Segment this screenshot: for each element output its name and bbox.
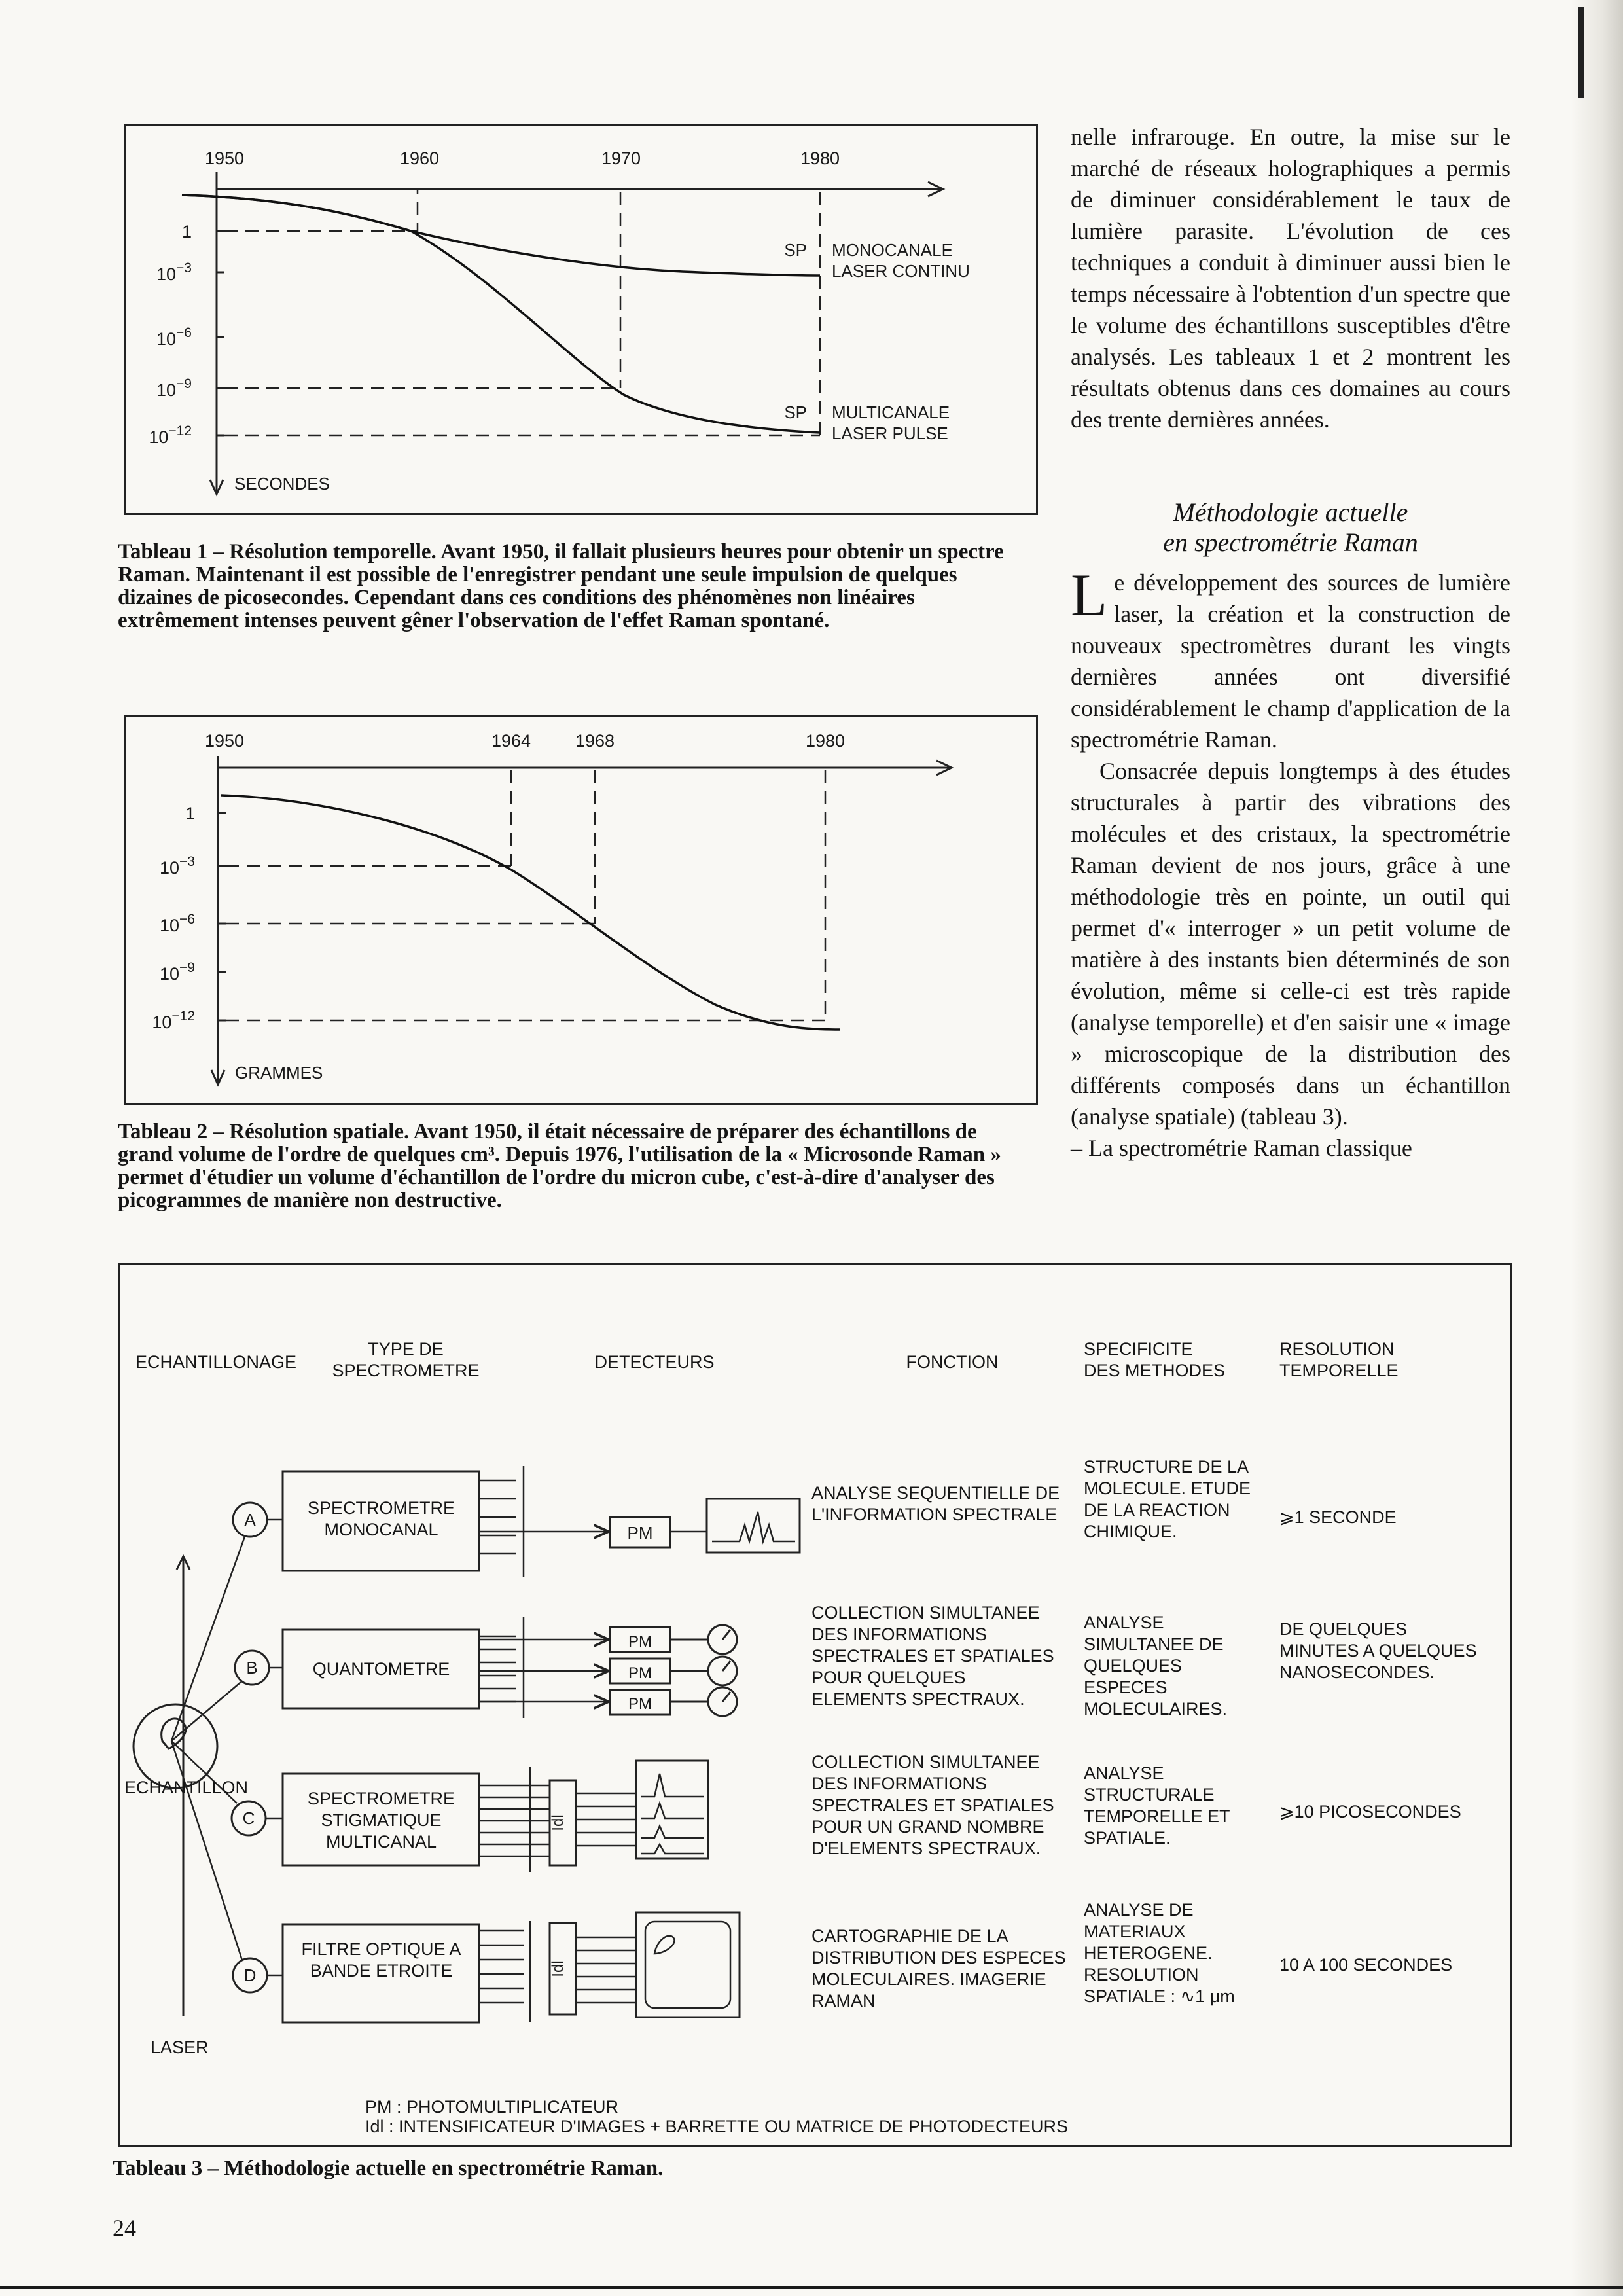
specificite-d: ANALYSE DE MATERIAUX HETEROGENE. RESOLUTION SPATIALE : ∿1 μm — [1084, 1900, 1235, 2006]
chart-2-y-unit: GRAMMES — [235, 1063, 323, 1083]
chart-1-ytick-1e-3: $10^{-3}$ — [156, 260, 192, 284]
header-fonction: FONCTION — [906, 1352, 999, 1372]
idl-label-c: Idl — [549, 1814, 567, 1831]
fonction-d: CARTOGRAPHIE DE LA DISTRIBUTION DES ESPECES MOLECULAIRES. IMAGERIE RAMAN — [812, 1926, 1066, 2011]
header-spec-line-1: SPECIFICITE — [1084, 1339, 1193, 1359]
chart-1-year-1980: 1980 — [800, 149, 840, 168]
resolution-c: ⩾10 PICOSECONDES — [1279, 1802, 1461, 1821]
resolution-a: ⩾1 SECONDE — [1279, 1507, 1397, 1527]
header-res-line-2: TEMPORELLE — [1279, 1361, 1399, 1380]
chart-1-ytick-1e-6: $10^{-6}$ — [156, 325, 192, 349]
pm-label-b3: PM — [628, 1695, 652, 1713]
legend-pm: PM : PHOTOMULTIPLICATEUR — [365, 2097, 619, 2117]
drop-cap: L — [1071, 562, 1108, 628]
fonction-c: COLLECTION SIMULTANEE DES INFORMATIONS SPECTRALES ET SPATIALES POUR UN GRAND NOMBRE D'ELEMENTS SPECTRAUX. — [812, 1752, 1054, 1858]
chart-1-y-unit: SECONDES — [234, 474, 330, 493]
specificite-a: STRUCTURE DE LA MOLECULE. ETUDE DE LA REACTION CHIMIQUE. — [1084, 1457, 1251, 1541]
row-a-beams — [479, 1466, 609, 1577]
header-echantillonage: ECHANTILLONAGE — [135, 1352, 297, 1372]
chart-1-label-laser-pulse: LASER PULSE — [832, 423, 948, 443]
chart-1-ytick-1e-12: $10^{-12}$ — [149, 423, 192, 447]
chart-1-year-1970: 1970 — [601, 149, 641, 168]
caption-tableau-3: Tableau 3 – Méthodologie actuelle en spectrométrie Raman. — [113, 2157, 664, 2180]
chart-2-ytick-1e-12: $10^{-12}$ — [152, 1009, 195, 1032]
chart-1-ytick-1e-9: $10^{-9}$ — [156, 376, 192, 400]
header-spec-line-2: DES METHODES — [1084, 1361, 1226, 1380]
header-type-line-1: TYPE DE — [368, 1339, 444, 1359]
spectro-b-label: QUANTOMETRE — [312, 1659, 450, 1679]
letter-d: D — [243, 1965, 257, 1985]
chart-2-ytick-1e-3: $10^{-3}$ — [160, 854, 195, 878]
chart-1-label-sp2: SP — [784, 403, 807, 422]
page-number: 24 — [113, 2215, 136, 2241]
chart-2-ytick-1e-9: $10^{-9}$ — [160, 960, 195, 984]
chart-1-label-sp1: SP — [784, 240, 807, 260]
spectro-c-label: SPECTROMETRE STIGMATIQUE MULTICANAL — [307, 1789, 455, 1852]
row-b-beams — [479, 1617, 609, 1718]
chart-2-ytick-1e-6: $10^{-6}$ — [160, 912, 195, 935]
chart-1-label-monocanale: MONOCANALE — [832, 240, 953, 260]
chart-1-year-1950: 1950 — [204, 149, 245, 168]
page-edge — [1571, 0, 1623, 2296]
letter-a: A — [244, 1510, 256, 1530]
specificite-b: ANALYSE SIMULTANEE DE QUELQUES ESPECES MOLECULAIRES. — [1084, 1613, 1228, 1719]
article-paragraph-2: Consacrée depuis longtemps à des études structurales à partir des vibrations des molécules et des cristaux, la spectrométrie Raman devient de nos jours, grâce à une méthodologie très en pointe, un outil qui permet d'« interroger » un petit volume de matière à des instants bien déterminés de son évolution, même si celle-ci est très rapide (analyse temporelle) et d'en saisir une « image » microscopique de la distribution des différents composés dans un échantillon (analyse spatiale) (tableau 3). — [1071, 758, 1510, 1130]
caption-tableau-2: Tableau 2 – Résolution spatiale. Avant 1950, il était nécessaire de préparer des échantillons de grand volume de l'ordre de quelques cm³. Depuis 1976, l'utilisation de la « Microsonde Raman » permet d'étudier un volume d'échantillon de l'ordre du micron cube, c'est-à-dire d'analyser des picogrammes de manière non destructive. — [118, 1120, 1001, 1212]
chart-2-year-1980: 1980 — [805, 731, 846, 751]
fonction-a: ANALYSE SEQUENTIELLE DE L'INFORMATION SPECTRALE — [812, 1483, 1060, 1524]
bottom-rule — [0, 2286, 1623, 2289]
chart-2-year-1968: 1968 — [575, 731, 615, 751]
pm-label-a: PM — [627, 1523, 653, 1543]
echantillon-label: ECHANTILLON — [124, 1778, 249, 1797]
specificite-c: ANALYSE STRUCTURALE TEMPORELLE ET SPATIALE. — [1084, 1763, 1230, 1848]
idl-label-d: Idl — [549, 1960, 567, 1977]
header-res-line-1: RESOLUTION — [1279, 1339, 1395, 1359]
chart-1-label-multicanale: MULTICANALE — [832, 403, 950, 422]
article-text-1: e développement des sources de lumière laser, la création et la construction de nouveaux spectromètres durant les vingts dernières années ont diversifié considérablement le champ d'application de la spectrométrie Raman. — [1071, 569, 1510, 753]
article-paragraph-3: – La spectrométrie Raman classique — [1071, 1135, 1412, 1161]
chart-1-label-laser-continu: LASER CONTINU — [832, 261, 970, 281]
laser-label: LASER — [151, 2037, 209, 2057]
header-type-line-2: SPECTROMETRE — [332, 1361, 480, 1380]
fonction-b: COLLECTION SIMULTANEE DES INFORMATIONS SPECTRALES ET SPATIALES POUR QUELQUES ELEMENTS SPECTRAUX. — [812, 1603, 1054, 1709]
sample-circle — [134, 1704, 217, 1788]
monitor-d — [636, 1912, 740, 2017]
resolution-b: DE QUELQUES MINUTES A QUELQUES NANOSECONDES. — [1279, 1619, 1477, 1682]
section-heading-line-1: Méthodologie actuelle — [1173, 497, 1408, 527]
chart-1-ytick-1: 1 — [181, 222, 192, 242]
chart-2-year-1950: 1950 — [204, 731, 245, 751]
chart-1-year-1960: 1960 — [399, 149, 440, 168]
section-heading-line-2: en spectrométrie Raman — [1163, 528, 1418, 557]
caption-tableau-1: Tableau 1 – Résolution temporelle. Avant 1950, il fallait plusieurs heures pour obtenir un spectre Raman. Maintenant il est possible de l'enregistrer pendant une seule impulsion de quelques dizaines de picosecondes. Cependant dans ces conditions des phénomènes non linéaires extrêmement intenses peuvent gêner l'observation de l'effet Raman spontané. — [118, 540, 1004, 632]
header-detecteurs: DETECTEURS — [594, 1352, 715, 1372]
display-c — [636, 1761, 708, 1859]
spectro-d-label: FILTRE OPTIQUE A BANDE ETROITE — [301, 1939, 461, 1981]
article-text-0: nelle infrarouge. En outre, la mise sur le marché de réseaux holographiques a permis de diminuer considérablement le taux de lumière parasite. L'évolution de ces techniques a conduit à diminuer aussi bien le temps nécessaire à l'obtention d'un spectre que le volume des échantillons susceptibles d'être analysés. Les tableaux 1 et 2 montrent les résultats obtenus dans ces domaines au cours des trente dernières années. — [1071, 124, 1510, 433]
chart-2-ytick-1: 1 — [185, 804, 195, 823]
pm-label-b1: PM — [628, 1633, 652, 1651]
resolution-d: 10 A 100 SECONDES — [1279, 1955, 1453, 1975]
letter-b: B — [246, 1658, 258, 1677]
spectro-a-label: SPECTROMETRE MONOCANAL — [307, 1498, 455, 1539]
page-edge-bar — [1578, 7, 1584, 98]
chart-2-year-1964: 1964 — [491, 731, 531, 751]
legend-idl: Idl : INTENSIFICATEUR D'IMAGES + BARRETTE OU MATRICE DE PHOTODECTEURS — [365, 2117, 1069, 2136]
letter-c: C — [242, 1808, 255, 1828]
pm-label-b2: PM — [628, 1664, 652, 1682]
